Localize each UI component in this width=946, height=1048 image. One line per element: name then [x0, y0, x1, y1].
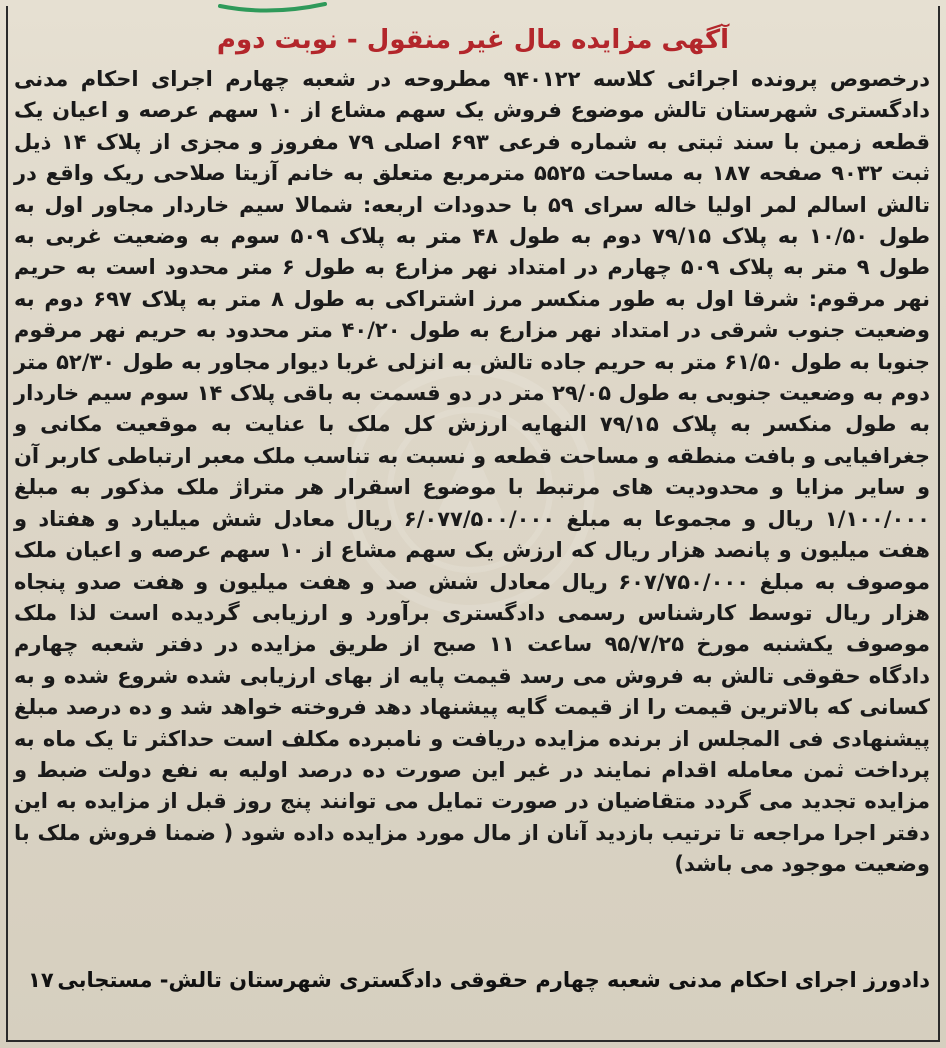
- notice-body: [14, 64, 930, 881]
- notice-title: آگهی مزایده مال غیر منقول - نوبت دوم: [216, 25, 730, 55]
- signature-line: دادورز اجرای احکام مدنی شعبه چهارم حقوقی دادگستری شهرستان تالش- مستجابی: [57, 968, 930, 992]
- notice-footer: [14, 968, 930, 1008]
- notice-body-paragraph: درخصوص پرونده اجرائی کلاسه ۹۴۰۱۲۲ مطروحه در شعبه چهارم اجرای احکام مدنی دادگستری شهرستان تالش موضوع فروش یک سهم مشاع از ۱۰ سهم عرصه و اعیان یک قطعه زمین با سند ثبتی به شماره فرعی ۶۹۳ اصلی ۷۹ مفروز و مجزی از پلاک ۱۴ ذیل ثبت ۹۰۳۲ صفحه ۱۸۷ به مساحت ۵۵۲۵ مترمربع متعلق به خانم آزیتا صلاحی ریک واقع در تالش اسالم لمر اولیا خاله سرای ۵۹ با حدودات اربعه: شمالا سیم خاردار مجاور اول به طول ۱۰/۵۰ به پلاک ۷۹/۱۵ دوم به طول ۴۸ متر به پلاک ۵۰۹ سوم به وضعیت غربی به طول ۹ متر به پلاک ۵۰۹ چهارم در امتداد نهر مزارع به طول ۶ متر محدود است به حریم نهر مرقوم: شرقا اول به طور منکسر مرز اشتراکی به طول ۸ متر به پلاک ۶۹۷ دوم به وضعیت جنوب شرقی در امتداد نهر مزارع به طول ۴۰/۲۰ متر محدود به حریم نهر مرقوم جنوبا به طول ۶۱/۵۰ متر به حریم جاده تالش به انزلی غربا دیوار مجاور به طول ۵۲/۳۰ متر دوم به وضعیت جنوبی به طول ۲۹/۰۵ متر در دو قسمت به باقی پلاک ۱۴ سوم سیم خاردار به طول منکسر به پلاک ۷۹/۱۵ النهایه ارزش کل ملک با عنایت به موقعیت مکانی و جغرافیایی و بافت منطقه و مساحت قطعه و نسبت به تناسب ملک معبر ارتباطی کاربر آن و سایر مزایا و محدودیت های مرتبط با موضوع اسقرار هر متراژ ملک مذکور به مبلغ ۱/۱۰۰/۰۰۰ ریال و مجموعا به مبلغ ۶/۰۷۷/۵۰۰/۰۰۰ ریال معادل شش میلیارد و هفتاد و هفت میلیون و پانصد هزار ریال که ارزش یک سهم مشاع از ۱۰ سهم عرصه و اعیان ملک موصوف به مبلغ ۶۰۷/۷۵۰/۰۰۰ ریال معادل شش صد و هفت میلیون و هفت صدو پنجاه هزار ریال توسط کارشناس رسمی دادگستری برآورد و ارزیابی گردیده است لذا ملک موصوف یکشنبه مورخ ۹۵/۷/۲۵ ساعت ۱۱ صبح از طریق مزایده در دفتر شعبه چهارم دادگاه حقوقی تالش به فروش می رسد قیمت پایه از بهای ارزیابی شده شروع شده و به کسانی که بالاترین قیمت را از قیمت گایه پیشنهاد دهد فروخته خواهد شد و ده درصد مبلغ پیشنهادی فی المجلس از برنده مزایده دریافت و نامبرده مکلف است حداکثر تا یک ماه به پرداخت ثمن معامله اقدام نمایند در غیر این صورت ده درصد اولیه به نفع دولت ضبط و مزایده تجدید می گردد متقاضیان در صورت تمایل می توانند پنج روز قبل از مزایده به این دفتر اجرا مراجعه تا ترتیب بازدید آنان از مال مورد مزایده داده شود ( ضمنا فروش ملک با وضعیت موجود می باشد): [14, 67, 931, 877]
- green-highlight-mark-icon: [210, 0, 330, 14]
- page-number: ۱۷: [28, 968, 54, 992]
